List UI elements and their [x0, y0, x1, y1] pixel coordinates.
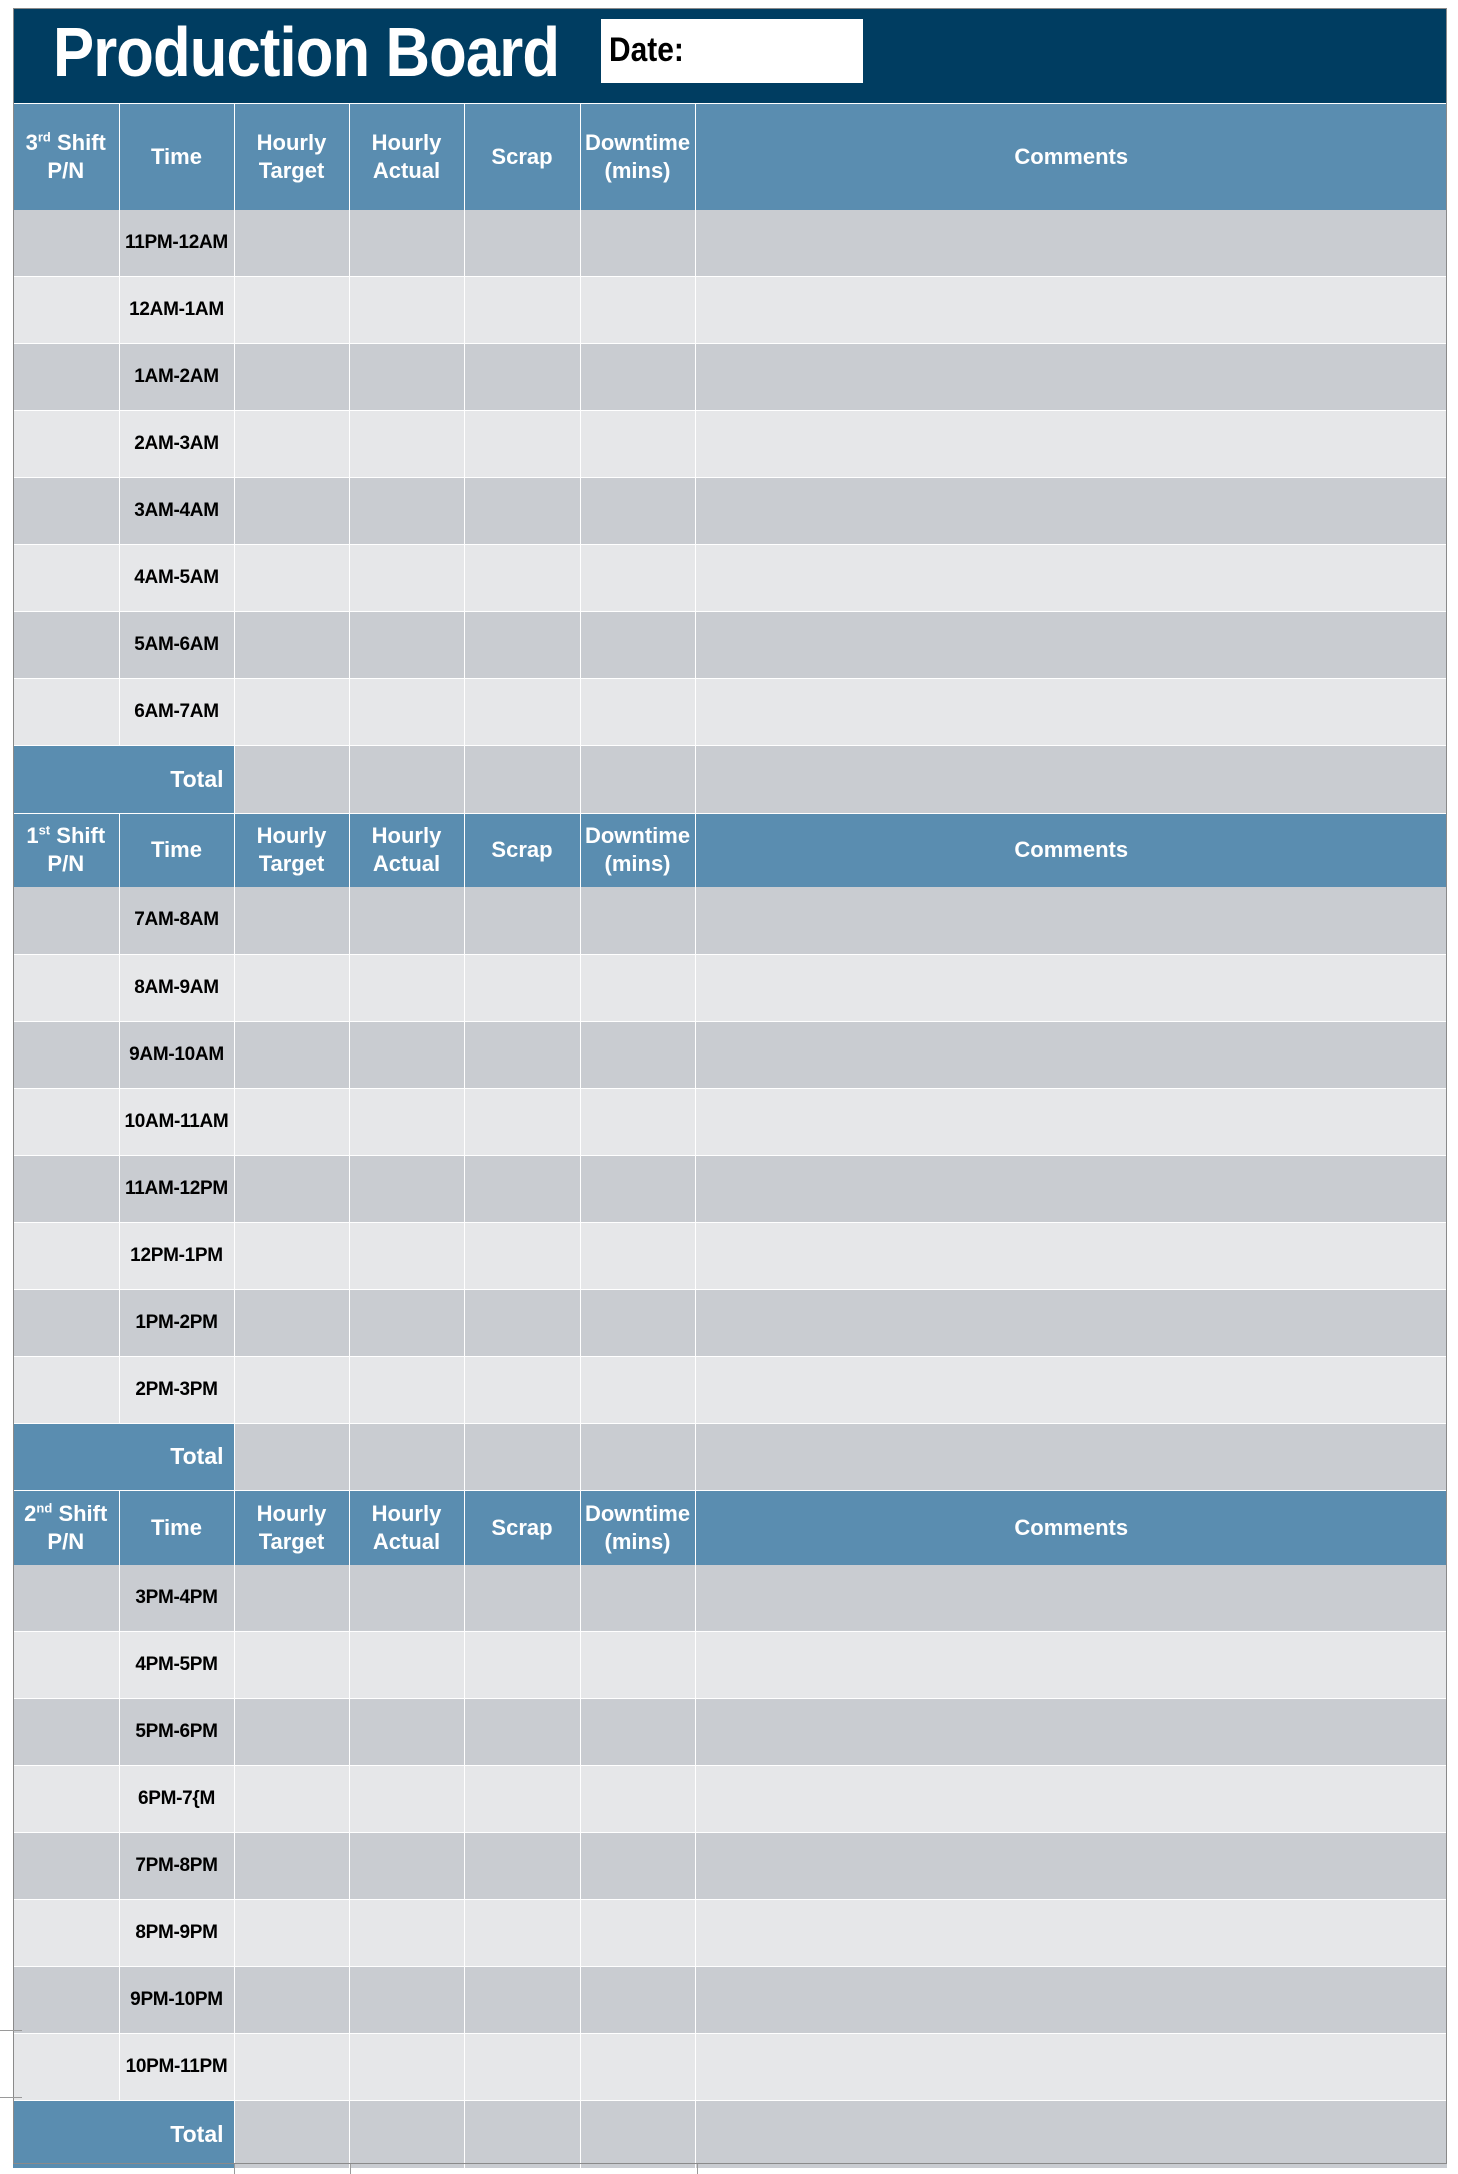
time-slot-cell: 10PM-11PM — [119, 2034, 234, 2101]
table-row — [13, 1632, 1447, 1699]
table-row — [13, 1900, 1447, 1967]
title-bar — [13, 8, 1447, 103]
comments-cell[interactable] — [695, 1632, 1447, 1699]
margin-tick — [0, 2030, 22, 2031]
divider-line — [697, 2164, 698, 2174]
hourly-target-header-text: Hourly — [256, 129, 327, 155]
hourly-actual-cell[interactable] — [349, 954, 464, 1021]
hourly-actual-cell[interactable] — [349, 1155, 464, 1222]
pn-cell[interactable] — [13, 2034, 119, 2101]
scrap-cell[interactable] — [464, 1222, 580, 1289]
comments-cell[interactable] — [695, 954, 1447, 1021]
scrap-cell[interactable] — [464, 679, 580, 746]
scrap-cell[interactable] — [464, 210, 580, 277]
total-actual-cell[interactable] — [349, 746, 464, 813]
hourly-actual-cell[interactable] — [349, 210, 464, 277]
table-row — [13, 478, 1447, 545]
table-row — [13, 1222, 1447, 1289]
time-slot-cell: 7AM-8AM — [119, 887, 234, 954]
comments-cell[interactable] — [695, 1356, 1447, 1423]
downtime-header-text: Downtime — [584, 129, 691, 155]
shift-ordinal-suffix: st — [38, 822, 51, 838]
pn-cell[interactable] — [13, 1632, 119, 1699]
downtime-cell[interactable] — [580, 411, 695, 478]
time-slot-cell: 4PM-5PM — [119, 1632, 234, 1699]
hourly-target-cell[interactable] — [234, 1699, 349, 1766]
hourly-actual-header-text: Hourly — [371, 823, 442, 849]
time-header-text: Time — [151, 143, 202, 169]
hourly-target-cell[interactable] — [234, 277, 349, 344]
shift-ordinal-suffix: rd — [37, 129, 51, 145]
comments-cell[interactable] — [695, 210, 1447, 277]
hourly-actual-header-text: Actual — [372, 851, 441, 877]
pn-cell[interactable] — [13, 1155, 119, 1222]
table-row — [13, 887, 1447, 954]
comments-cell[interactable] — [695, 1155, 1447, 1222]
pn-cell[interactable] — [13, 411, 119, 478]
table-row — [13, 277, 1447, 344]
scrap-cell[interactable] — [464, 1289, 580, 1356]
total-downtime-cell[interactable] — [580, 746, 695, 813]
total-actual-cell[interactable] — [349, 2101, 464, 2168]
scrap-header-text: Scrap — [491, 837, 553, 863]
hourly-actual-cell[interactable] — [349, 1222, 464, 1289]
hourly-target-header — [234, 104, 349, 210]
downtime-header-text: Downtime — [584, 1500, 691, 1526]
hourly-target-header-text: Target — [258, 157, 325, 183]
downtime-cell[interactable] — [580, 2034, 695, 2101]
hourly-target-header-text: Target — [258, 1528, 325, 1554]
downtime-cell[interactable] — [580, 1766, 695, 1833]
downtime-cell[interactable] — [580, 344, 695, 411]
hourly-target-header-text: Hourly — [256, 823, 327, 849]
hourly-target-cell[interactable] — [234, 478, 349, 545]
divider-line — [350, 2164, 351, 2174]
scrap-cell[interactable] — [464, 277, 580, 344]
comments-cell[interactable] — [695, 679, 1447, 746]
pn-cell[interactable] — [13, 1833, 119, 1900]
pn-cell[interactable] — [13, 545, 119, 612]
time-slot-cell: 8AM-9AM — [119, 954, 234, 1021]
time-slot-cell: 3PM-4PM — [119, 1565, 234, 1632]
scrap-cell[interactable] — [464, 411, 580, 478]
hourly-target-cell[interactable] — [234, 411, 349, 478]
scrap-header — [464, 813, 580, 887]
table-row — [13, 954, 1447, 1021]
hourly-actual-cell[interactable] — [349, 2034, 464, 2101]
comments-cell[interactable] — [695, 478, 1447, 545]
pn-cell[interactable] — [13, 954, 119, 1021]
scrap-cell[interactable] — [464, 1021, 580, 1088]
downtime-header — [580, 104, 695, 210]
time-slot-cell: 12PM-1PM — [119, 1222, 234, 1289]
table-row — [13, 1155, 1447, 1222]
comments-cell[interactable] — [695, 545, 1447, 612]
shift-ordinal-suffix: nd — [36, 1500, 53, 1516]
comments-cell[interactable] — [695, 1289, 1447, 1356]
downtime-cell[interactable] — [580, 277, 695, 344]
scrap-cell[interactable] — [464, 1088, 580, 1155]
time-slot-cell: 7PM-8PM — [119, 1833, 234, 1900]
downtime-header-text: (mins) — [604, 851, 671, 877]
total-label: Total — [13, 2101, 234, 2168]
table-row — [13, 1356, 1447, 1423]
hourly-target-cell[interactable] — [234, 210, 349, 277]
hourly-target-cell[interactable] — [234, 1088, 349, 1155]
total-row — [13, 1423, 1447, 1490]
table-row — [13, 1565, 1447, 1632]
total-target-cell[interactable] — [234, 2101, 349, 2168]
downtime-header-text: (mins) — [604, 157, 671, 183]
hourly-actual-cell[interactable] — [349, 887, 464, 954]
total-target-cell[interactable] — [234, 1423, 349, 1490]
comments-header — [695, 104, 1447, 210]
total-scrap-cell[interactable] — [464, 1423, 580, 1490]
downtime-cell[interactable] — [580, 887, 695, 954]
hourly-target-cell[interactable] — [234, 344, 349, 411]
pn-cell[interactable] — [13, 1766, 119, 1833]
hourly-target-cell[interactable] — [234, 887, 349, 954]
time-slot-cell: 10AM-11AM — [119, 1088, 234, 1155]
table-row — [13, 1699, 1447, 1766]
comments-cell[interactable] — [695, 1565, 1447, 1632]
comments-header-text: Comments — [1014, 143, 1129, 169]
time-slot-cell: 5PM-6PM — [119, 1699, 234, 1766]
time-header — [119, 1491, 234, 1565]
shift-pn-header — [13, 1491, 119, 1565]
time-slot-cell: 6AM-7AM — [119, 679, 234, 746]
pn-cell[interactable] — [13, 1021, 119, 1088]
hourly-actual-header-text: Actual — [372, 157, 441, 183]
total-row — [13, 746, 1447, 813]
table-row — [13, 612, 1447, 679]
time-header-text: Time — [151, 1514, 202, 1540]
downtime-cell[interactable] — [580, 1632, 695, 1699]
comments-cell[interactable] — [695, 277, 1447, 344]
scrap-cell[interactable] — [464, 2034, 580, 2101]
comments-header-text: Comments — [1014, 1514, 1129, 1540]
downtime-cell[interactable] — [580, 1565, 695, 1632]
bottom-overflow-lines — [0, 2164, 1458, 2174]
hourly-target-cell[interactable] — [234, 1155, 349, 1222]
time-slot-cell: 2AM-3AM — [119, 411, 234, 478]
hourly-target-cell[interactable] — [234, 1766, 349, 1833]
hourly-actual-cell[interactable] — [349, 679, 464, 746]
scrap-cell[interactable] — [464, 1356, 580, 1423]
time-slot-cell: 5AM-6AM — [119, 612, 234, 679]
total-comments-cell[interactable] — [695, 1423, 1447, 1490]
hourly-target-cell[interactable] — [234, 545, 349, 612]
time-slot-cell: 11PM-12AM — [119, 210, 234, 277]
pn-label: P/N — [47, 851, 85, 877]
hourly-actual-cell[interactable] — [349, 1632, 464, 1699]
hourly-actual-cell[interactable] — [349, 1900, 464, 1967]
time-slot-cell: 4AM-5AM — [119, 545, 234, 612]
scrap-cell[interactable] — [464, 545, 580, 612]
table-row — [13, 2034, 1447, 2101]
hourly-actual-cell[interactable] — [349, 1088, 464, 1155]
total-comments-cell[interactable] — [695, 2101, 1447, 2168]
scrap-cell[interactable] — [464, 887, 580, 954]
hourly-actual-cell[interactable] — [349, 545, 464, 612]
hourly-target-cell[interactable] — [234, 1356, 349, 1423]
pn-cell[interactable] — [13, 887, 119, 954]
downtime-cell[interactable] — [580, 679, 695, 746]
pn-cell[interactable] — [13, 1565, 119, 1632]
time-header — [119, 813, 234, 887]
downtime-cell[interactable] — [580, 545, 695, 612]
comments-cell[interactable] — [695, 2034, 1447, 2101]
hourly-actual-cell[interactable] — [349, 1565, 464, 1632]
table-row — [13, 1967, 1447, 2034]
time-header — [119, 104, 234, 210]
hourly-target-cell[interactable] — [234, 1289, 349, 1356]
downtime-cell[interactable] — [580, 1900, 695, 1967]
scrap-cell[interactable] — [464, 1155, 580, 1222]
hourly-actual-header-text: Hourly — [371, 1500, 442, 1526]
hourly-target-cell[interactable] — [234, 2034, 349, 2101]
scrap-header — [464, 1491, 580, 1565]
pn-cell[interactable] — [13, 1289, 119, 1356]
date-field[interactable] — [601, 19, 863, 83]
scrap-header — [464, 104, 580, 210]
hourly-actual-cell[interactable] — [349, 1356, 464, 1423]
time-slot-cell: 12AM-1AM — [119, 277, 234, 344]
comments-cell[interactable] — [695, 1766, 1447, 1833]
total-downtime-cell[interactable] — [580, 1423, 695, 1490]
hourly-actual-cell[interactable] — [349, 1766, 464, 1833]
time-slot-cell: 1PM-2PM — [119, 1289, 234, 1356]
total-row — [13, 2101, 1447, 2168]
shift-header-row — [13, 813, 1447, 887]
hourly-actual-cell[interactable] — [349, 612, 464, 679]
total-label: Total — [13, 1423, 234, 1490]
downtime-cell[interactable] — [580, 954, 695, 1021]
total-scrap-cell[interactable] — [464, 2101, 580, 2168]
shift-header-row — [13, 1491, 1447, 1565]
shift-word: Shift — [56, 823, 106, 849]
downtime-cell[interactable] — [580, 1833, 695, 1900]
shift-table — [13, 103, 1447, 813]
total-actual-cell[interactable] — [349, 1423, 464, 1490]
time-slot-cell: 11AM-12PM — [119, 1155, 234, 1222]
pn-cell[interactable] — [13, 679, 119, 746]
hourly-target-cell[interactable] — [234, 612, 349, 679]
shift-tables — [13, 103, 1447, 2168]
hourly-target-cell[interactable] — [234, 1833, 349, 1900]
hourly-actual-cell[interactable] — [349, 478, 464, 545]
pn-cell[interactable] — [13, 478, 119, 545]
hourly-actual-header — [349, 813, 464, 887]
table-row — [13, 1766, 1447, 1833]
scrap-header-text: Scrap — [491, 1514, 553, 1540]
comments-header — [695, 1491, 1447, 1565]
downtime-header — [580, 813, 695, 887]
hourly-target-cell[interactable] — [234, 1900, 349, 1967]
hourly-actual-cell[interactable] — [349, 1699, 464, 1766]
date-label: Date: — [609, 31, 684, 69]
downtime-cell[interactable] — [580, 1021, 695, 1088]
shift-pn-header — [13, 813, 119, 887]
total-target-cell[interactable] — [234, 746, 349, 813]
scrap-cell[interactable] — [464, 344, 580, 411]
time-slot-cell: 3AM-4AM — [119, 478, 234, 545]
time-slot-cell: 9AM-10AM — [119, 1021, 234, 1088]
scrap-cell[interactable] — [464, 1833, 580, 1900]
scrap-cell[interactable] — [464, 1699, 580, 1766]
hourly-actual-header — [349, 104, 464, 210]
shift-word: Shift — [56, 129, 106, 155]
shift-table — [13, 1490, 1447, 2168]
hourly-target-cell[interactable] — [234, 1021, 349, 1088]
shift-pn-header — [13, 104, 119, 210]
downtime-cell[interactable] — [580, 612, 695, 679]
total-label: Total — [13, 746, 234, 813]
hourly-target-header-text: Hourly — [256, 1500, 327, 1526]
hourly-target-header — [234, 1491, 349, 1565]
hourly-actual-cell[interactable] — [349, 1833, 464, 1900]
comments-cell[interactable] — [695, 1699, 1447, 1766]
downtime-cell[interactable] — [580, 478, 695, 545]
pn-cell[interactable] — [13, 1900, 119, 1967]
shift-word: Shift — [58, 1500, 108, 1526]
time-slot-cell: 1AM-2AM — [119, 344, 234, 411]
pn-cell[interactable] — [13, 210, 119, 277]
pn-cell[interactable] — [13, 1356, 119, 1423]
hourly-actual-cell[interactable] — [349, 277, 464, 344]
margin-tick — [0, 2097, 22, 2098]
scrap-cell[interactable] — [464, 1766, 580, 1833]
pn-cell[interactable] — [13, 1222, 119, 1289]
hourly-target-header — [234, 813, 349, 887]
hourly-target-cell[interactable] — [234, 1632, 349, 1699]
comments-cell[interactable] — [695, 1088, 1447, 1155]
hourly-actual-header — [349, 1491, 464, 1565]
hourly-actual-cell[interactable] — [349, 1021, 464, 1088]
comments-cell[interactable] — [695, 1222, 1447, 1289]
comments-cell[interactable] — [695, 344, 1447, 411]
hourly-actual-cell[interactable] — [349, 411, 464, 478]
scrap-cell[interactable] — [464, 1632, 580, 1699]
downtime-cell[interactable] — [580, 210, 695, 277]
pn-cell[interactable] — [13, 344, 119, 411]
scrap-cell[interactable] — [464, 954, 580, 1021]
hourly-target-cell[interactable] — [234, 679, 349, 746]
total-scrap-cell[interactable] — [464, 746, 580, 813]
time-slot-cell: 2PM-3PM — [119, 1356, 234, 1423]
pn-label: P/N — [47, 1528, 85, 1554]
scrap-cell[interactable] — [464, 612, 580, 679]
comments-cell[interactable] — [695, 612, 1447, 679]
time-slot-cell: 9PM-10PM — [119, 1967, 234, 2034]
hourly-actual-cell[interactable] — [349, 1967, 464, 2034]
table-row — [13, 545, 1447, 612]
comments-header-text: Comments — [1014, 837, 1129, 863]
scrap-header-text: Scrap — [491, 143, 553, 169]
shift-header-row — [13, 104, 1447, 210]
scrap-cell[interactable] — [464, 1967, 580, 2034]
table-row — [13, 1088, 1447, 1155]
time-slot-cell: 8PM-9PM — [119, 1900, 234, 1967]
comments-cell[interactable] — [695, 1021, 1447, 1088]
time-header-text: Time — [151, 837, 202, 863]
scrap-cell[interactable] — [464, 1900, 580, 1967]
pn-cell[interactable] — [13, 612, 119, 679]
table-row — [13, 344, 1447, 411]
shift-number: 3 — [25, 129, 38, 155]
table-row — [13, 1021, 1447, 1088]
table-row — [13, 411, 1447, 478]
hourly-target-cell[interactable] — [234, 1222, 349, 1289]
downtime-cell[interactable] — [580, 1356, 695, 1423]
downtime-cell[interactable] — [580, 1699, 695, 1766]
comments-cell[interactable] — [695, 887, 1447, 954]
production-board — [13, 8, 1447, 2168]
comments-cell[interactable] — [695, 1900, 1447, 1967]
page-title: Production Board — [53, 13, 560, 91]
comments-cell[interactable] — [695, 1967, 1447, 2034]
downtime-cell[interactable] — [580, 1222, 695, 1289]
hourly-actual-cell[interactable] — [349, 1289, 464, 1356]
downtime-header-text: Downtime — [584, 823, 691, 849]
pn-cell[interactable] — [13, 1699, 119, 1766]
downtime-cell[interactable] — [580, 1967, 695, 2034]
table-row — [13, 210, 1447, 277]
hourly-actual-header-text: Actual — [372, 1528, 441, 1554]
shift-number: 1 — [26, 823, 39, 849]
comments-cell[interactable] — [695, 411, 1447, 478]
time-slot-cell: 6PM-7{M — [119, 1766, 234, 1833]
hourly-target-cell[interactable] — [234, 1967, 349, 2034]
pn-cell[interactable] — [13, 277, 119, 344]
table-row — [13, 679, 1447, 746]
divider-line — [234, 2164, 235, 2174]
total-downtime-cell[interactable] — [580, 2101, 695, 2168]
hourly-target-cell[interactable] — [234, 1565, 349, 1632]
hourly-actual-cell[interactable] — [349, 344, 464, 411]
total-comments-cell[interactable] — [695, 746, 1447, 813]
downtime-cell[interactable] — [580, 1289, 695, 1356]
table-row — [13, 1289, 1447, 1356]
downtime-header-text: (mins) — [604, 1528, 671, 1554]
scrap-cell[interactable] — [464, 1565, 580, 1632]
scrap-cell[interactable] — [464, 478, 580, 545]
downtime-cell[interactable] — [580, 1088, 695, 1155]
shift-table — [13, 813, 1447, 1491]
pn-label: P/N — [47, 157, 85, 183]
table-row — [13, 1833, 1447, 1900]
downtime-cell[interactable] — [580, 1155, 695, 1222]
hourly-target-cell[interactable] — [234, 954, 349, 1021]
shift-number: 2 — [24, 1500, 37, 1526]
pn-cell[interactable] — [13, 1967, 119, 2034]
downtime-header — [580, 1491, 695, 1565]
pn-cell[interactable] — [13, 1088, 119, 1155]
comments-cell[interactable] — [695, 1833, 1447, 1900]
comments-header — [695, 813, 1447, 887]
hourly-actual-header-text: Hourly — [371, 129, 442, 155]
hourly-target-header-text: Target — [258, 851, 325, 877]
